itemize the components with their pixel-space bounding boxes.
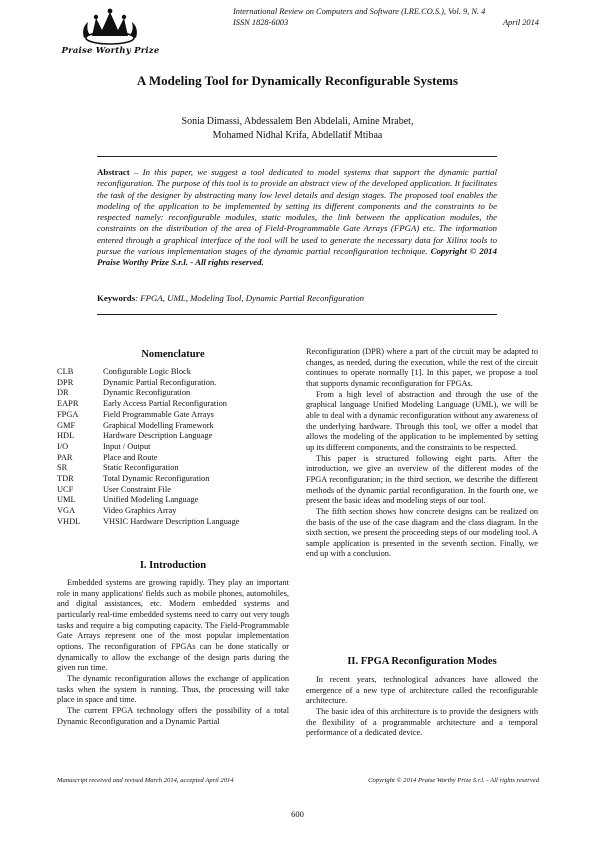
nomenclature-item: [57, 453, 297, 464]
paragraph: This paper is structured following eight parts. After the introduction, we give an overview of the different modes of the FPGA reconfiguration; in the third section, we describe the different methods of the dynamic partial reconfiguration. In the fourth one, we present the basic ideas and modeling steps of our tool.: [306, 453, 538, 506]
nomenclature-item: [57, 517, 297, 528]
nomenclature-item: [57, 431, 297, 442]
nomenclature-item: [57, 367, 297, 378]
laurel-crown-icon: [80, 8, 140, 46]
right-column-body: [306, 347, 538, 560]
nomenclature-item: [57, 399, 297, 410]
paragraph: From a high level of abstraction and through the use of the graphical language Unified Modeling Language (UML), we will be able to deal with a dynamic reconfiguration without any awareness of the underlying hardware. Through this tool, we offer a model that allows the modeling of the application to be implemented by setting up its different components, and the constraints to be respected.: [306, 389, 538, 452]
nomenclature-abbr: DR: [57, 388, 69, 398]
nomenclature-abbr: I/O: [57, 441, 69, 451]
nomenclature-definition: Unified Modeling Language: [103, 495, 199, 505]
nomenclature-definition: Input / Output: [103, 441, 151, 451]
nomenclature-definition: Total Dynamic Reconfiguration: [103, 474, 210, 484]
paragraph: The dynamic reconfiguration allows the exchange of application tasks when the system is running. Thus, the processing will take place in space and time.: [57, 673, 289, 705]
paragraph: The basic idea of this architecture is to provide the designers with the flexibility of a programmable architecture and a temporal performance of a dedicated device.: [306, 706, 538, 738]
nomenclature-abbr: FPGA: [57, 409, 79, 419]
page-number: 600: [291, 809, 304, 819]
nomenclature-definition: Graphical Modelling Framework: [103, 420, 214, 430]
paragraph: Reconfiguration (DPR) where a part of the circuit may be adapted to changes, as needed, during the execution, while the rest of the circuit continues to operate normally [1]. In this paper, we propose a tool that supports dynamic reconfiguration for FPGAs.: [306, 347, 538, 388]
nomenclature-item: [57, 474, 297, 485]
footer-copyright: Copyright © 2014 Praise Worthy Prize S.r.l. - All rights reserved: [368, 777, 539, 784]
nomenclature-item: [57, 442, 297, 453]
keywords-label: Keywords: [97, 293, 136, 303]
nomenclature-abbr: CLB: [57, 367, 74, 376]
nomenclature-abbr: HDL: [57, 431, 75, 441]
nomenclature-definition: Field Programmable Gate Arrays: [103, 409, 214, 419]
nomenclature-item: [57, 378, 297, 389]
abstract-copyright: Copyright © 2014 Praise Worthy Prize S.r.l. - All rights reserved.: [97, 246, 497, 268]
paragraph: Embedded systems are growing rapidly. They play an important role in many applications' fields such as mobile phones, automobiles, and digital assistances, etc. Modern embedded systems and particularly real-time embedded systems need to carry out very tough tasks and require a big computing capacity. The Field-Programmable Gate Arrays represent one of the most popular implementation options. The reconfiguration of FPGAs can be done statically or dynamically to allow the exchange of the design parts during the given run time.: [57, 578, 289, 673]
intro-body: [57, 578, 289, 727]
nomenclature-abbr: UCF: [57, 484, 74, 494]
paragraph: In recent years, technological advances have allowed the emergence of a new type of architecture called the reconfigurable architecture.: [306, 675, 538, 706]
author-list: [60, 115, 535, 143]
nomenclature-definition: User Constraint File: [103, 484, 171, 494]
nomenclature-item: [57, 388, 297, 399]
paragraph: The current FPGA technology offers the possibility of a total Dynamic Reconfiguration and a Dynamic Partial: [57, 705, 289, 726]
footer-received: Manuscript received and revised March 2014, accepted April 2014: [57, 777, 234, 784]
abstract-bottom-rule: [97, 314, 497, 315]
nomenclature-abbr: GMF: [57, 420, 76, 430]
nomenclature-list: [57, 367, 297, 528]
nomenclature-definition: Place and Route: [103, 452, 158, 462]
paragraph: The fifth section shows how concrete designs can be realized on the basis of the use of the case diagram and the class diagram. In the sixth section, we present the proceeding steps of our modeling tool. A sample application is presented in the seventh section. Finally, we end up with a conclusion.: [306, 506, 538, 559]
nomenclature-item: [57, 495, 297, 506]
keywords: [97, 293, 497, 303]
nomenclature-abbr: EAPR: [57, 399, 79, 409]
journal-name: International Review on Computers and Software (I.RE.CO.S.), Vol. 9, N. 4: [233, 7, 486, 16]
nomenclature-item: [57, 410, 297, 421]
nomenclature-abbr: VGA: [57, 506, 76, 516]
nomenclature-definition: Dynamic Partial Reconfiguration.: [103, 377, 217, 387]
journal-header: [233, 6, 539, 28]
nomenclature-abbr: VHDL: [57, 516, 81, 526]
abstract-top-rule: [97, 156, 497, 157]
issue-date: April 2014: [502, 18, 539, 27]
nomenclature-abbr: SR: [57, 463, 68, 473]
nomenclature-definition: Dynamic Reconfiguration: [103, 388, 191, 398]
nomenclature-title: Nomenclature: [141, 349, 205, 360]
nomenclature-item: [57, 485, 297, 496]
authors-line-1: Sonia Dimassi, Abdessalem Ben Abdelali, Amine Mrabet,: [181, 116, 414, 127]
nomenclature-item: [57, 463, 297, 474]
intro-heading: I. Introduction: [139, 560, 207, 571]
issn: ISSN 1828-6003: [233, 18, 289, 27]
publisher-logo: [58, 8, 163, 58]
nomenclature-definition: Hardware Description Language: [103, 431, 213, 441]
logo-text: Praise Worthy Prize: [61, 46, 160, 56]
nomenclature-definition: Video Graphics Array: [103, 506, 177, 516]
section2-body: [306, 675, 538, 739]
abstract: Abstract – In this paper, we suggest a tool dedicated to model systems that support the dynamic partial reconfiguration. The purpose of this tool is to provide an abstract view of the developed application. It facilitates the task of the designer by abstracting many low level details and design stages. The proposed tool enables the modeling of the application to be implemented by setting its different components and the constraints to be respected namely: reconfigurable modules, static modules, the link between the application modules, the constraints on the distribution of the area of Field-Programmable Gate Arrays (FPGA) etc. The information entered through a graphical interface of the tool will be used to generate the necessary data for Xilinx tools to pursue the various implementation stages of the dynamic partial reconfiguration technique. Copyright © 2014 Praise Worthy Prize S.r.l. - All rights reserved.: [97, 167, 498, 268]
nomenclature-definition: Early Access Partial Reconfiguration: [103, 399, 227, 409]
nomenclature-item: [57, 506, 297, 517]
nomenclature-item: [57, 421, 297, 432]
nomenclature-abbr: TDR: [57, 474, 74, 484]
nomenclature-abbr: DPR: [57, 377, 74, 387]
authors-line-2: Mohamed Nidhal Krifa, Abdellatif Mtibaa: [212, 130, 383, 141]
paper-title: A Modeling Tool for Dynamically Reconfigurable Systems: [136, 73, 459, 88]
abstract-label: Abstract: [97, 167, 130, 177]
nomenclature-definition: Configurable Logic Block: [103, 367, 191, 376]
section2-heading: II. FPGA Reconfiguration Modes: [347, 656, 497, 667]
nomenclature-definition: Static Reconfiguration: [103, 463, 179, 473]
abstract-text: In this paper, we suggest a tool dedicated to model systems that support the dynamic partial reconfiguration. The purpose of this tool is to provide an abstract view of the developed application. It facilitates the task of the designer by abstracting many low level details and design stages. The proposed tool enables the modeling of the application to be implemented by setting its different components and the constraints to be respected namely: reconfigurable modules, static modules, the link between the application modules, the constraints on the distribution of the area of Field-Programmable Gate Arrays (FPGA) etc. The information entered through a graphical interface of the tool will be used to generate the necessary data for Xilinx tools to pursue the various implementation stages of the dynamic partial reconfiguration technique.: [97, 167, 498, 257]
nomenclature-definition: VHSIC Hardware Description Language: [103, 516, 240, 526]
nomenclature-abbr: UML: [57, 495, 76, 505]
nomenclature-abbr: PAR: [57, 452, 73, 462]
keywords-text: : FPGA, UML, Modeling Tool, Dynamic Partial Reconfiguration: [135, 293, 364, 303]
